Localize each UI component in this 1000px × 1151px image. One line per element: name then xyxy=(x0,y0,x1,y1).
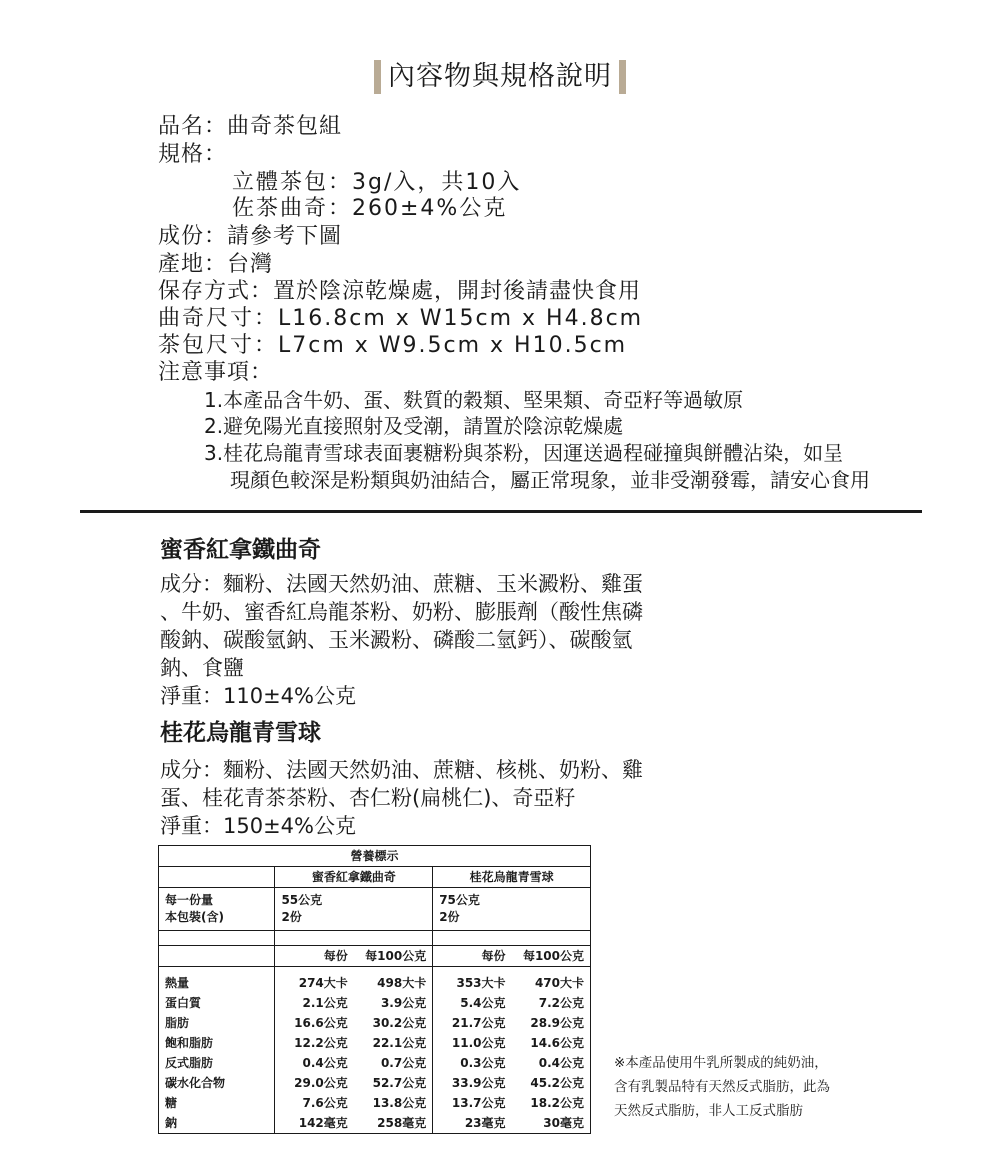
product1-ingredient-line: 成分：麵粉、法國天然奶油、蔗糖、玉米澱粉、雞蛋 xyxy=(160,572,643,596)
product2-ingredient-line: 成分：麵粉、法國天然奶油、蔗糖、核桃、奶粉、雞 xyxy=(160,758,643,782)
nutrient-value: 0.3公克 xyxy=(433,1053,512,1073)
nutrition-row xyxy=(159,967,591,994)
per-100g-header: 每100公克 xyxy=(512,946,591,967)
trans-fat-footnote xyxy=(614,1051,830,1123)
spec-storage: 保存方式：置於陰涼乾燥處，開封後請盡快食用 xyxy=(158,279,642,304)
nutrient-value: 21.7公克 xyxy=(433,1013,512,1033)
nutrient-value: 28.9公克 xyxy=(530,1016,584,1030)
nutrition-row xyxy=(159,993,591,1013)
nutrition-row xyxy=(159,1013,591,1033)
nutrition-row xyxy=(159,1093,591,1113)
note-color-2: 現顏色較深是粉類與奶油結合，屬正常現象，並非受潮發霉，請安心食用 xyxy=(230,468,870,492)
nutrition-title: 營養標示 xyxy=(350,849,399,863)
section-title: 內容物與規格說明 xyxy=(388,61,612,92)
nutrient-value: 0.4公克 xyxy=(538,1056,584,1070)
spec-origin: 產地：台灣 xyxy=(158,252,274,277)
nutrient-value: 33.9公克 xyxy=(433,1073,512,1093)
nutrition-rows xyxy=(159,967,591,1134)
product1-net-weight: 淨重：110±4%公克 xyxy=(160,684,356,708)
nutrient-name: 熱量 xyxy=(159,967,275,994)
nutrition-title-row xyxy=(159,846,591,867)
product2-net-weight: 淨重：150±4%公克 xyxy=(160,814,356,838)
spec-cookie-size: 曲奇尺寸：L16.8cm x W15cm x H4.8cm xyxy=(158,306,644,331)
section-divider xyxy=(80,510,922,513)
per-serving-header: 每份 xyxy=(275,946,354,967)
product1-ingredient-line: 鈉、食鹽 xyxy=(160,656,244,680)
nutrient-value: 30.2公克 xyxy=(372,1016,427,1030)
nutrition-row xyxy=(159,1073,591,1093)
note-allergens: 1.本產品含牛奶、蛋、麩質的穀類、堅果類、奇亞籽等過敏原 xyxy=(204,388,744,412)
nutrient-value: 13.8公克 xyxy=(372,1096,427,1110)
col2-serving: 75公克 2份 xyxy=(433,888,591,931)
nutrient-value: 14.6公克 xyxy=(530,1036,584,1050)
nutrition-row xyxy=(159,1053,591,1073)
spec-product-name: 品名：曲奇茶包組 xyxy=(158,114,343,139)
section-title-box xyxy=(374,58,626,96)
product2-ingredients xyxy=(160,756,700,840)
title-right-bar xyxy=(619,60,626,94)
nutrient-value: 22.1公克 xyxy=(372,1036,427,1050)
nutrient-value: 5.4公克 xyxy=(433,993,512,1013)
nutrient-value: 12.2公克 xyxy=(275,1033,354,1053)
spec-ingredients: 成份：請參考下圖 xyxy=(158,224,343,249)
product1-title: 蜜香紅拿鐵曲奇 xyxy=(160,537,321,563)
nutrient-value: 45.2公克 xyxy=(530,1076,584,1090)
per-100g-header: 每100公克 xyxy=(354,946,433,967)
nutrition-product-header xyxy=(159,867,591,888)
nutrition-col1-name: 蜜香紅拿鐵曲奇 xyxy=(275,867,433,888)
nutrient-value: 16.6公克 xyxy=(275,1013,354,1033)
nutrient-value: 274大卡 xyxy=(275,967,354,994)
col1-serving: 55公克 2份 xyxy=(275,888,433,931)
nutrient-name: 糖 xyxy=(165,1096,178,1110)
nutrient-name: 反式脂肪 xyxy=(165,1056,214,1070)
nutrition-row xyxy=(159,1113,591,1134)
product2-ingredient-line: 蛋、桂花青茶茶粉、杏仁粉(扁桃仁)、奇亞籽 xyxy=(160,786,576,810)
nutrition-col2-name: 桂花烏龍青雪球 xyxy=(433,867,591,888)
product2-title: 桂花烏龍青雪球 xyxy=(160,720,321,746)
nutrient-value: 498大卡 xyxy=(354,967,433,994)
footnote-line: 天然反式脂肪，非人工反式脂肪 xyxy=(614,1103,803,1119)
product1-ingredient-line: 酸鈉、碳酸氫鈉、玉米澱粉、磷酸二氫鈣）、碳酸氫 xyxy=(160,628,633,652)
nutrient-value: 0.4公克 xyxy=(275,1053,354,1073)
nutrient-value: 258毫克 xyxy=(377,1116,427,1130)
nutrient-value: 11.0公克 xyxy=(433,1033,512,1053)
spec-notes-label: 注意事項： xyxy=(158,360,274,385)
nutrient-value: 0.7公克 xyxy=(380,1056,427,1070)
nutrition-serving-row xyxy=(159,888,591,931)
nutrient-value: 23毫克 xyxy=(433,1113,512,1134)
nutrient-value: 2.1公克 xyxy=(275,993,354,1013)
nutrient-name: 碳水化合物 xyxy=(165,1076,226,1090)
nutrient-value: 29.0公克 xyxy=(275,1073,354,1093)
nutrition-unit-header xyxy=(159,946,591,967)
note-storage: 2.避免陽光直接照射及受潮，請置於陰涼乾燥處 xyxy=(204,414,624,438)
nutrition-spacer-row xyxy=(159,931,591,946)
nutrient-name: 鈉 xyxy=(165,1116,178,1130)
nutrition-row xyxy=(159,1033,591,1053)
nutrient-value: 142毫克 xyxy=(275,1113,354,1134)
nutrient-value: 3.9公克 xyxy=(380,996,427,1010)
note-color-1: 3.桂花烏龍青雪球表面裹糖粉與茶粉，因運送過程碰撞與餅體沾染，如呈 xyxy=(204,441,844,465)
nutrient-value: 30毫克 xyxy=(543,1116,584,1130)
spec-cookie: 佐茶曲奇：260±4%公克 xyxy=(232,196,508,221)
product1-ingredients xyxy=(160,570,700,710)
nutrition-table xyxy=(158,845,591,1134)
nutrient-value: 7.6公克 xyxy=(275,1093,354,1113)
spec-tea-bag: 立體茶包：3g/入，共10入 xyxy=(232,170,522,195)
spec-teabag-size: 茶包尺寸：L7cm x W9.5cm x H10.5cm xyxy=(158,333,628,358)
footnote-line: ※本產品使用牛乳所製成的純奶油， xyxy=(614,1055,828,1071)
per-serving-header: 每份 xyxy=(433,946,512,967)
nutrient-value: 52.7公克 xyxy=(372,1076,427,1090)
nutrient-value: 13.7公克 xyxy=(433,1093,512,1113)
nutrient-value: 18.2公克 xyxy=(530,1096,584,1110)
nutrient-name: 脂肪 xyxy=(165,1016,190,1030)
spec-label: 規格： xyxy=(158,142,228,167)
section-header xyxy=(0,58,1000,96)
nutrient-value: 7.2公克 xyxy=(538,996,584,1010)
serving-label: 每一份量 本包裝(含) xyxy=(159,888,275,931)
title-left-bar xyxy=(374,60,381,94)
nutrient-name: 飽和脂肪 xyxy=(165,1036,214,1050)
footnote-line: 含有乳製品特有天然反式脂肪，此為 xyxy=(614,1079,830,1095)
nutrient-name: 蛋白質 xyxy=(165,996,202,1010)
product1-ingredient-line: 、牛奶、蜜香紅烏龍茶粉、奶粉、膨脹劑（酸性焦磷 xyxy=(160,600,643,624)
nutrient-value: 353大卡 xyxy=(433,967,512,994)
nutrient-value: 470大卡 xyxy=(512,967,591,994)
